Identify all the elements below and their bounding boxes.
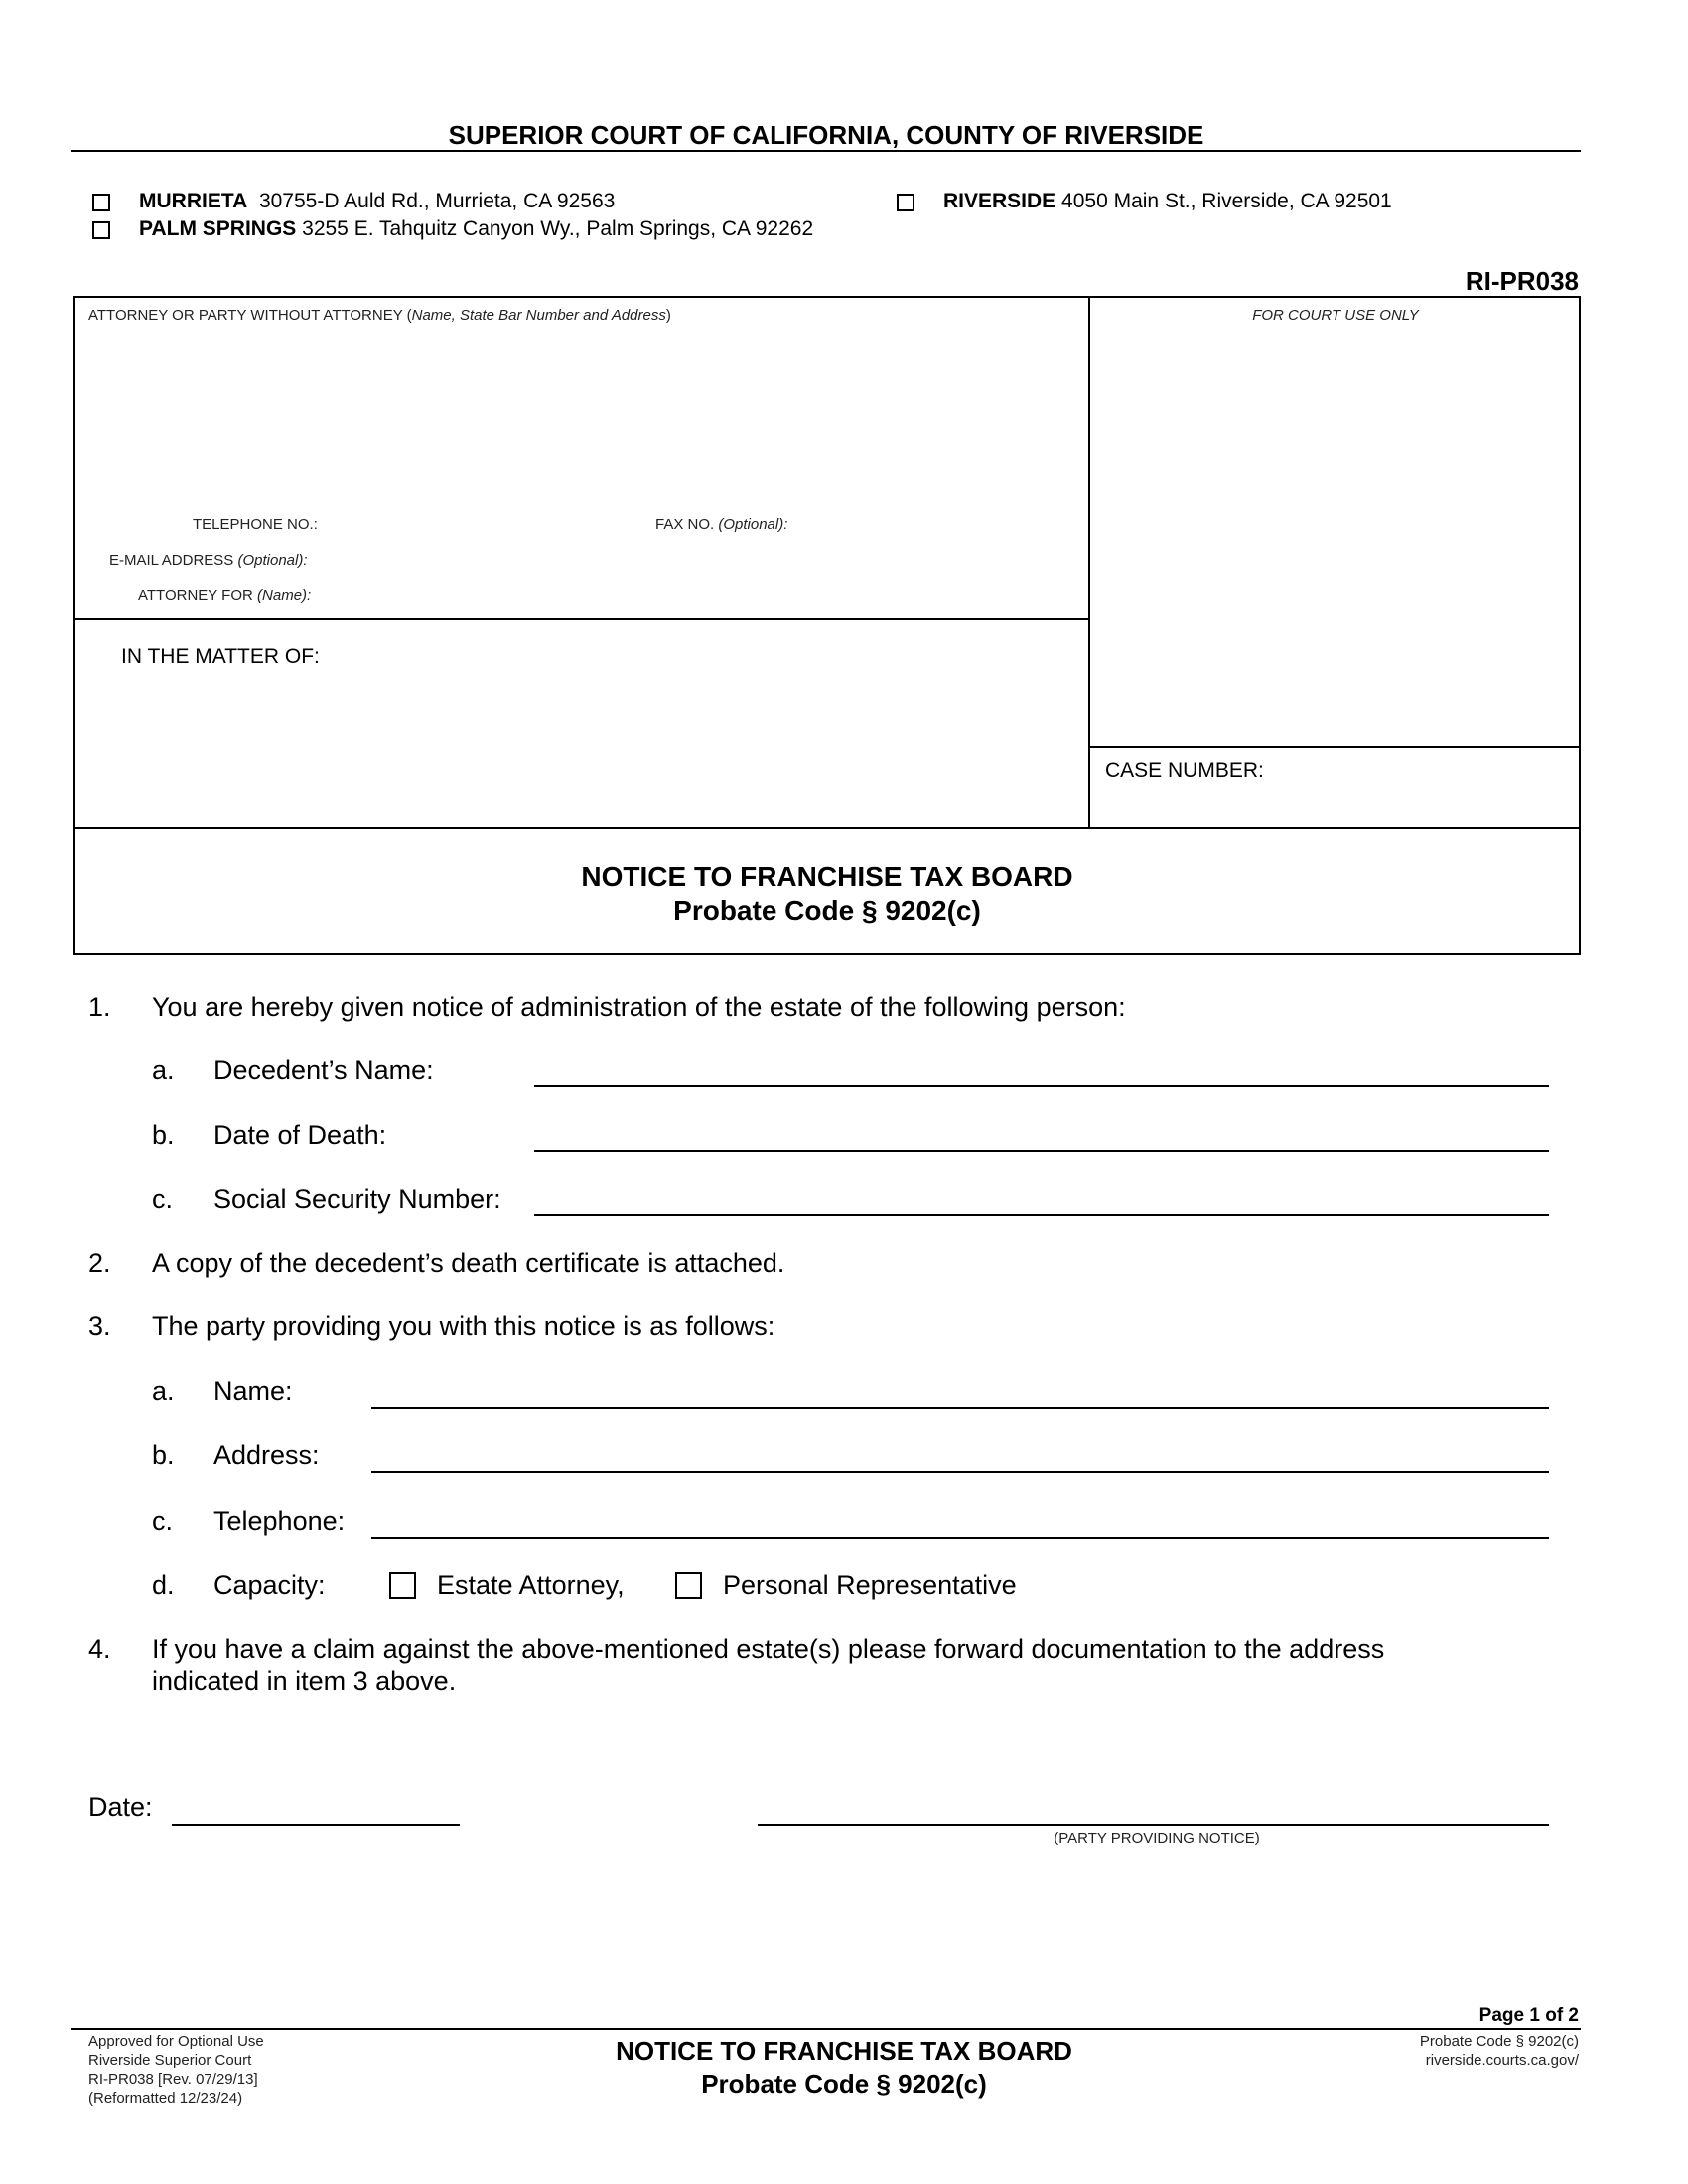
murrieta-address: 30755-D Auld Rd., Murrieta, CA 92563: [258, 190, 616, 212]
item1a-letter: a.: [152, 1055, 175, 1085]
item1-text: You are hereby given notice of administration of the estate of the following person:: [152, 992, 1126, 1022]
court-use-case-divider: [1088, 746, 1581, 748]
footer-left-line3: RI-PR038 [Rev. 07/29/13]: [88, 2071, 258, 2088]
item1c-letter: c.: [152, 1184, 174, 1214]
fax-label-optional: (Optional):: [718, 516, 788, 533]
party-telephone-input[interactable]: [371, 1537, 1549, 1539]
item1a-label: Decedent’s Name:: [213, 1055, 434, 1085]
footer-page-number: Page 1 of 2: [1478, 2005, 1579, 2026]
item4-number: 4.: [88, 1634, 111, 1664]
riverside-location: [943, 190, 1392, 213]
estate-attorney-label: Estate Attorney,: [437, 1570, 625, 1600]
email-field[interactable]: [338, 548, 1072, 570]
item3c-label: Telephone:: [213, 1506, 346, 1536]
item1b-letter: b.: [152, 1120, 175, 1150]
attorney-for-label-text: ATTORNEY FOR: [138, 587, 253, 604]
footer-left-line2: Riverside Superior Court: [88, 2052, 252, 2069]
decedent-name-input[interactable]: [534, 1085, 1549, 1087]
footer-title-line1: NOTICE TO FRANCHISE TAX BOARD: [616, 2036, 1072, 2066]
attorney-label-text: ATTORNEY OR PARTY WITHOUT ATTORNEY (: [88, 307, 412, 324]
murrieta-location: [139, 190, 615, 213]
form-title-line1: NOTICE TO FRANCHISE TAX BOARD: [581, 861, 1073, 891]
attorney-label-italic: Name, State Bar Number and Address: [411, 307, 666, 324]
date-of-death-input[interactable]: [534, 1150, 1549, 1152]
footer-title-line2: Probate Code § 9202(c): [701, 2069, 987, 2099]
email-label: [109, 552, 308, 569]
telephone-field[interactable]: [338, 512, 635, 534]
fax-label: [655, 516, 787, 533]
item3b-label: Address:: [213, 1440, 320, 1470]
fax-field[interactable]: [809, 512, 1077, 534]
attorney-for-field[interactable]: [338, 583, 1072, 605]
item3a-label: Name:: [213, 1376, 293, 1406]
estate-attorney-checkbox[interactable]: [389, 1572, 416, 1599]
murrieta-name: MURRIETA: [139, 190, 248, 212]
court-use-label: FOR COURT USE ONLY: [1252, 307, 1419, 324]
matter-label: IN THE MATTER OF:: [121, 645, 320, 668]
attorney-label-end: ): [665, 307, 671, 324]
footer-left-line1: Approved for Optional Use: [88, 2033, 264, 2050]
attorney-for-label: [138, 587, 311, 604]
item4-text-line1: If you have a claim against the above-mentioned estate(s) please forward documentation to the address: [152, 1634, 1385, 1664]
item1c-label: Social Security Number:: [213, 1184, 501, 1214]
case-number-field[interactable]: [1102, 789, 1569, 819]
form-title-line2: Probate Code § 9202(c): [673, 895, 981, 926]
riverside-checkbox[interactable]: [897, 194, 914, 211]
personal-representative-checkbox[interactable]: [675, 1572, 702, 1599]
header-rule: [71, 150, 1581, 152]
date-input[interactable]: [172, 1824, 460, 1826]
item1b-label: Date of Death:: [213, 1120, 387, 1150]
palm-springs-name: PALM SPRINGS: [139, 217, 297, 240]
caption-vertical-divider: [1088, 296, 1090, 828]
item3c-letter: c.: [152, 1506, 174, 1536]
item2-text: A copy of the decedent’s death certificate is attached.: [152, 1248, 785, 1278]
party-name-input[interactable]: [371, 1407, 1549, 1409]
item1-number: 1.: [88, 992, 111, 1022]
item3-number: 3.: [88, 1311, 111, 1341]
attorney-name-address-field[interactable]: [89, 330, 1072, 498]
palm-springs-address: 3255 E. Tahquitz Canyon Wy., Palm Springs, CA 92262: [302, 217, 814, 240]
item3d-letter: d.: [152, 1570, 175, 1600]
footer-left-line4: (Reformatted 12/23/24): [88, 2090, 243, 2107]
telephone-label: TELEPHONE NO.:: [193, 516, 318, 533]
footer-right: [1420, 2032, 1579, 2070]
fax-label-text: FAX NO.: [655, 516, 715, 533]
personal-representative-label: Personal Representative: [723, 1570, 1017, 1600]
attorney-matter-divider: [73, 618, 1089, 620]
email-label-text: E-MAIL ADDRESS: [109, 552, 234, 569]
palm-springs-checkbox[interactable]: [92, 221, 110, 239]
party-address-input[interactable]: [371, 1471, 1549, 1473]
court-title: SUPERIOR COURT OF CALIFORNIA, COUNTY OF RIVERSIDE: [448, 120, 1204, 150]
item2-number: 2.: [88, 1248, 111, 1278]
caption-title-divider: [73, 827, 1581, 829]
matter-field[interactable]: [89, 675, 1072, 814]
case-number-label: CASE NUMBER:: [1105, 759, 1264, 782]
party-signature-input[interactable]: [758, 1824, 1549, 1826]
ssn-input[interactable]: [534, 1214, 1549, 1216]
email-label-optional: (Optional):: [237, 552, 308, 569]
riverside-address: 4050 Main St., Riverside, CA 92501: [1061, 190, 1392, 212]
murrieta-checkbox[interactable]: [92, 194, 110, 211]
form-number: RI-PR038: [1465, 266, 1579, 296]
palm-springs-location: [139, 217, 813, 241]
item3b-letter: b.: [152, 1440, 175, 1470]
footer-left: [88, 2032, 264, 2108]
attorney-label: [88, 307, 671, 324]
riverside-name: RIVERSIDE: [943, 190, 1056, 212]
date-label: Date:: [88, 1792, 153, 1822]
attorney-for-label-name: (Name):: [257, 587, 312, 604]
item4-text-line2: indicated in item 3 above.: [152, 1666, 457, 1696]
item3-text: The party providing you with this notice is as follows:: [152, 1311, 775, 1341]
footer-website-link[interactable]: riverside.courts.ca.gov/: [1425, 2052, 1579, 2069]
footer-rule: [71, 2028, 1581, 2030]
footer-right-line1: Probate Code § 9202(c): [1419, 2033, 1579, 2050]
item3a-letter: a.: [152, 1376, 175, 1406]
party-signature-caption: (PARTY PROVIDING NOTICE): [1054, 1830, 1260, 1846]
item3d-label: Capacity:: [213, 1570, 326, 1600]
